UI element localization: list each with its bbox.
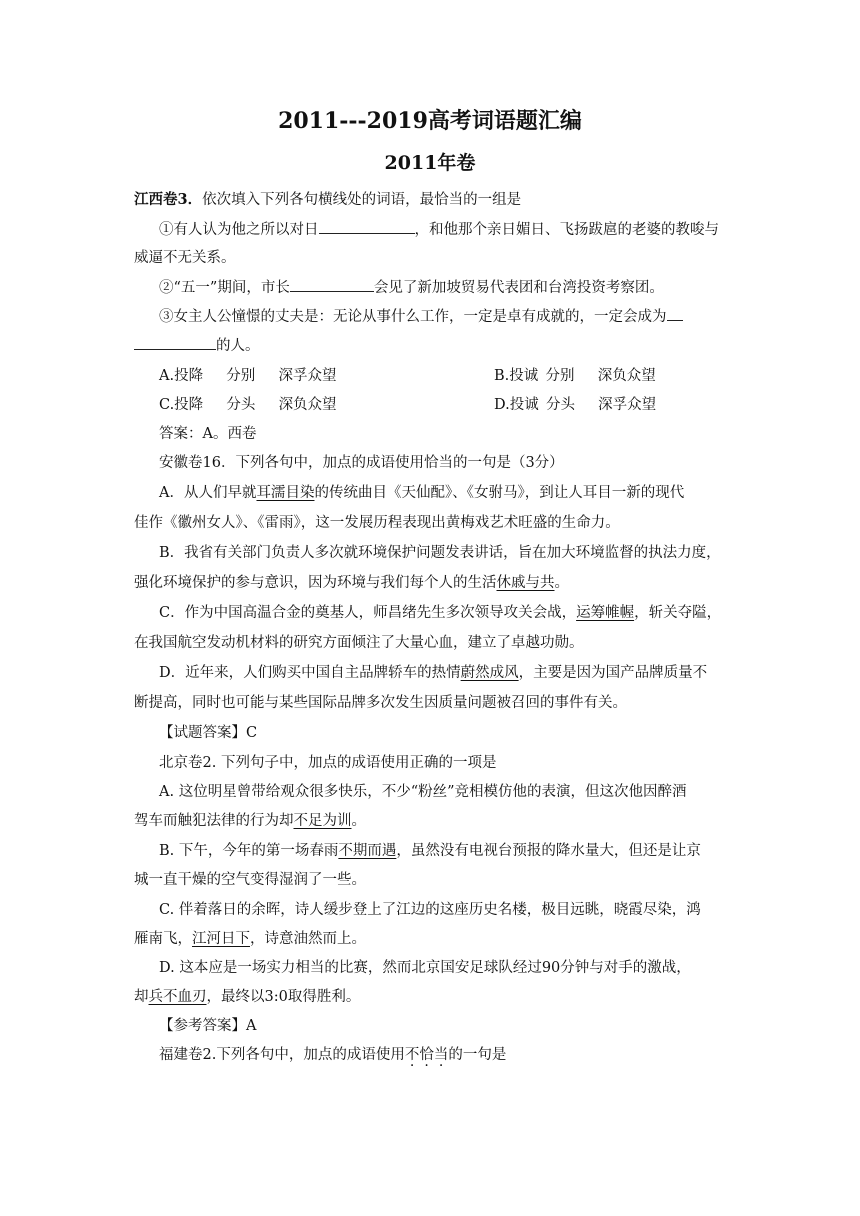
idiom: 蔚然成风 [460, 665, 519, 681]
q3-option-c-cont: 雁南飞，江河日下，诗意油然而上。 [134, 931, 366, 947]
q2-option-b-cont: 强化环境保护的参与意识，因为环境与我们每个人的生活休戚与共。 [134, 575, 569, 591]
q1-sentence-2: ②“五一”期间，市长 会见了新加坡贸易代表团和台湾投资考察团。 [159, 277, 664, 298]
q3-option-b-cont: 城一直干燥的空气变得湿润了一些。 [134, 872, 366, 888]
q3-option-c: C. 伴着落日的余晖，诗人缓步登上了江边的这座历史名楼，极目远眺，晓霞尽染，鸿 [159, 902, 701, 918]
answer-blank [667, 306, 683, 321]
q3-stem: 北京卷2. 下列句子中，加点的成语使用正确的一项是 [159, 755, 497, 771]
idiom: 耳濡目染 [256, 485, 315, 501]
q2-option-b: B．我省有关部门负责人多次就环境保护问题发表讲话，旨在加大环境监督的执法力度， [159, 545, 721, 561]
answer-blank [319, 219, 415, 234]
q2-option-c: C．作为中国高温合金的奠基人，师昌绪先生多次领导攻关会战，运筹帷幄，斩关夺隘， [159, 605, 722, 621]
document-title: 2011---2019高考词语题汇编 [278, 108, 582, 134]
q1-answer: 答案：A。西卷 [159, 426, 257, 442]
idiom: 不足为训 [293, 813, 352, 829]
idiom: 休戚与共 [496, 575, 555, 591]
q3-option-a-cont: 驾车而触犯法律的行为却不足为训。 [134, 813, 366, 829]
idiom: 兵不血刃 [148, 989, 207, 1005]
answer-blank [290, 277, 374, 292]
q1-sentence-3: ③女主人公憧憬的丈夫是：无论从事什么工作，一定是卓有成就的，一定会成为 [159, 306, 683, 327]
q3-option-d-cont: 却兵不血刃，最终以3:0取得胜利。 [134, 989, 361, 1005]
q2-option-a-cont: 佳作《徽州女人》、《雷雨》，这一发展历程表现出黄梅戏艺术旺盛的生命力。 [134, 515, 620, 531]
section-title: 2011年卷 [384, 152, 476, 174]
q1-label: 江西卷3． [134, 191, 203, 208]
q2-answer: 【试题答案】C [159, 725, 258, 741]
q2-stem: 安徽卷16．下列各句中，加点的成语使用恰当的一句是（3分） [159, 455, 564, 471]
q1-stem: 江西卷3．依次填入下列各句横线处的词语，最恰当的一组是 [134, 191, 522, 208]
idiom: 江河日下 [192, 931, 250, 947]
idiom: 运筹帷幄 [576, 605, 635, 621]
dotted-emphasis: 不恰当 [404, 1047, 449, 1063]
q2-option-d-cont: 断提高，同时也可能与某些国际品牌多次发生因质量问题被召回的事件有关。 [134, 695, 627, 711]
q1-sentence-3-cont: 的人。 [134, 335, 260, 356]
q3-option-b: B. 下午，今年的第一场春雨不期而遇，虽然没有电视台预报的降水量大，但还是让京 [159, 843, 701, 859]
q1-sentence-1: ①有人认为他之所以对日 ，和他那个亲日媚日、飞扬跋扈的老婆的教唆与 [159, 219, 719, 240]
q2-option-c-cont: 在我国航空发动机材料的研究方面倾注了大量心血，建立了卓越功勋。 [134, 635, 584, 651]
q1-option-c: C.投降 分头 深负众望 [159, 397, 337, 413]
q2-option-a: A．从人们早就耳濡目染的传统曲目《天仙配》、《女驸马》，到让人耳目一新的现代 [159, 485, 685, 501]
q2-option-d: D．近年来，人们购买中国自主品牌轿车的热情蔚然成风，主要是因为国产品牌质量不 [159, 665, 708, 681]
q1-option-a: A.投降 分别 深孚众望 [159, 368, 337, 384]
q1-option-d: D.投诚 分头 深孚众望 [494, 397, 657, 413]
answer-blank [134, 335, 216, 350]
idiom: 不期而遇 [338, 843, 397, 859]
q4-stem: 福建卷2.下列各句中，加点的成语使用不恰当的一句是 [159, 1047, 507, 1063]
q1-sentence-1-cont: 威逼不无关系。 [134, 250, 236, 266]
q3-option-a: A. 这位明星曾带给观众很多快乐，不少“粉丝”竞相模仿他的表演，但这次他因醉酒 [159, 784, 687, 800]
q1-option-b: B.投诚 分别 深负众望 [494, 368, 656, 384]
q3-answer: 【参考答案】A [159, 1018, 257, 1034]
q3-option-d: D. 这本应是一场实力相当的比赛，然而北京国安足球队经过90分钟与对手的激战， [159, 960, 691, 976]
